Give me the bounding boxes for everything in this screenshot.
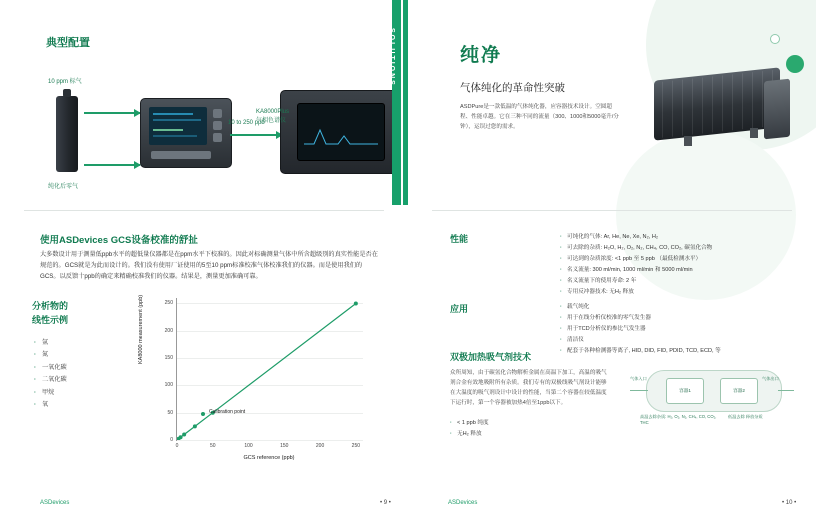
list-item: · 氮 xyxy=(42,349,127,361)
list-item: · 可去除的杂质: H₂O, H₂, O₂, N₂, CH₄, CO, CO₂, 碳氢化合物 xyxy=(560,243,790,254)
arrow-right-icon xyxy=(84,112,140,114)
device-caption-line1: KA8000Plus xyxy=(256,109,290,115)
gas-cylinder-icon xyxy=(56,96,78,172)
linearity-chart xyxy=(140,292,380,472)
diagram-outlet-label: 气体出口 xyxy=(762,376,779,381)
device-caption-line2: 气相色谱仪 xyxy=(256,118,287,124)
device-end-cap xyxy=(764,79,790,140)
device-foot xyxy=(750,128,758,138)
list-item: · < 1 ppb 纯度 xyxy=(450,418,489,429)
typical-config-title: 典型配置 xyxy=(46,37,90,49)
section-divider xyxy=(24,210,384,211)
system-diagram xyxy=(40,68,380,190)
chart-y-tick: 50 xyxy=(167,409,173,416)
diagram-note-left: 高温去除杂质: H₂, O₂, N₂, CH₄, CO, CO₂, THC xyxy=(640,414,717,426)
application-list xyxy=(560,302,790,357)
chart-legend-label: Calibration point xyxy=(209,409,246,415)
list-item: · 清洁仪 xyxy=(560,335,790,346)
list-item: · 名义流量下的使用寿命: 2 年 xyxy=(560,276,790,287)
chart-y-axis-label: KA8000 measurement (ppb) xyxy=(138,294,144,364)
diagram-pure-label: 纯化后零气 xyxy=(48,184,79,190)
diagram-inlet-label: 气体入口 xyxy=(630,376,647,381)
list-item: · 名义流量: 300 ml/min, 1000 ml/min 和 5000 ml/min xyxy=(560,265,790,276)
chart-y-tick: 0 xyxy=(170,437,173,443)
chart-x-tick: 50 xyxy=(209,443,216,449)
list-item: · 专用反冲器技术: 无H₂ 释放 xyxy=(560,287,790,298)
chart-y-tick: 250 xyxy=(164,300,173,307)
diagram-range-label: 10 to 250 ppb xyxy=(228,120,265,126)
dual-heating-bullets xyxy=(450,418,489,439)
dual-heating-heading: 双极加热吸气剂技术 xyxy=(450,352,532,362)
chart-series xyxy=(177,298,363,440)
performance-heading: 性能 xyxy=(450,234,469,244)
chart-y-tick: 200 xyxy=(164,327,173,334)
list-item: · 二氧化碳 xyxy=(42,374,127,386)
performance-list xyxy=(560,232,790,297)
gcs-screen xyxy=(149,107,207,145)
chart-y-tick: 150 xyxy=(164,355,173,362)
list-item: · 一氧化碳 xyxy=(42,362,127,374)
page-title: 纯净 xyxy=(460,45,503,66)
page-subtitle: 气体纯化的革命性突破 xyxy=(460,82,565,94)
chart-x-tick: 200 xyxy=(315,443,325,449)
linearity-title-line1: 分析物的 xyxy=(32,301,69,311)
decorative-dot-outline xyxy=(770,34,780,44)
chart-x-tick: 250 xyxy=(351,443,361,449)
device-caption xyxy=(256,108,289,126)
application-heading: 应用 xyxy=(450,304,469,314)
chart-legend-marker xyxy=(201,412,205,416)
gcs-section-paragraph: 大多数设计用于测量低ppb水平的超低量仪器都是在ppm水平下校准的。因此对标确测量气体中所含超级别的真实性能是否在规范的。GCS就是为此而设计的。我们没有使用厂证使用的5至10 ppm标准校准气体校准我们的仪器。而是使用我们的GCS。以反馈十ppb的确定来精确校准我们的仪器。结果是，测量更加准确可靠。 xyxy=(40,251,378,280)
intro-paragraph: ASDPure是一款低温的气体纯化器，应容器技术设计。空圆超程、性能卓越。它在三种不同的流量（300、1000和5000毫升/分钟），运误过您的需求。 xyxy=(460,104,619,131)
list-item: · 可纯化的气体: Ar, He, Ne, Xe, N₂, H₂ xyxy=(560,232,790,243)
page-number-right: • 10 • xyxy=(782,500,797,506)
arrow-right-icon xyxy=(84,164,140,166)
arrow-right-icon xyxy=(230,134,282,136)
chart-plot-area xyxy=(164,298,363,449)
list-item: · 配套于各种检测器等离子, HID, DID, FID, PDID, TCD, ECD, 等 xyxy=(560,346,790,357)
list-item: · 用于在线分析仪校准的零气发生器 xyxy=(560,313,790,324)
list-item: · 甲烷 xyxy=(42,387,127,399)
diagram-source-label: 10 ppm 标气 xyxy=(48,79,82,85)
solutions-tab-label: SOLUTIONS xyxy=(388,28,395,87)
linearity-analyte-list xyxy=(32,337,127,411)
chart-gridline xyxy=(177,440,363,441)
list-item: · 可达到的杂质浓度: <1 ppb 至 5 ppb （最低检测水平） xyxy=(560,254,790,265)
device-foot xyxy=(684,136,692,146)
page-number-left: • 9 • xyxy=(380,500,391,506)
asdpure-device-image xyxy=(640,62,792,154)
chart-x-tick: 150 xyxy=(280,443,289,449)
list-item: · 氧 xyxy=(42,399,127,411)
ka8000plus-device-image xyxy=(280,90,400,174)
linearity-panel xyxy=(32,300,127,460)
chart-x-tick: 100 xyxy=(244,443,253,449)
footer-brand-left: ASDevices xyxy=(40,500,70,506)
footer-brand-right: ASDevices xyxy=(448,500,478,506)
chamber-1: 容器1 xyxy=(666,378,704,404)
dual-heating-paragraph: 众所周知，由于碳氢化合物解析金属在高温下加工，高温的吸气剂合金有效地吸附所有杂质。我们专有的双极线吸气剂设计能够在大温度的吸气剂设计中设计的性能，当第二个容器在较低温度下运行时，第一个容器被加热4倍至1ppb以下。 xyxy=(450,370,607,407)
device-fins xyxy=(654,67,780,140)
ka8000plus-screen xyxy=(297,103,385,161)
list-item: · 无H₂ 释放 xyxy=(450,429,489,440)
list-item: · 氩 xyxy=(42,337,127,349)
waveform-icon xyxy=(304,124,378,146)
gcs-device-image xyxy=(140,98,232,168)
list-item: · 用于TCD分析仪的参比气发生器 xyxy=(560,324,790,335)
section-divider xyxy=(432,210,792,211)
chart-y-tick: 100 xyxy=(164,382,173,389)
chart-x-tick: 0 xyxy=(175,443,179,449)
linearity-title-line2: 线性示例 xyxy=(32,314,69,325)
dual-chamber-diagram xyxy=(630,362,792,428)
list-item: · 载气纯化 xyxy=(560,302,790,313)
gcs-section-heading: 使用ASDevices GCS设备校准的舒扯 xyxy=(40,235,198,246)
chamber-2: 容器2 xyxy=(720,378,758,404)
chart-x-axis-label: GCS reference (ppb) xyxy=(243,455,295,461)
diagram-note-right: 低温去除 释放杂质 xyxy=(728,414,763,419)
